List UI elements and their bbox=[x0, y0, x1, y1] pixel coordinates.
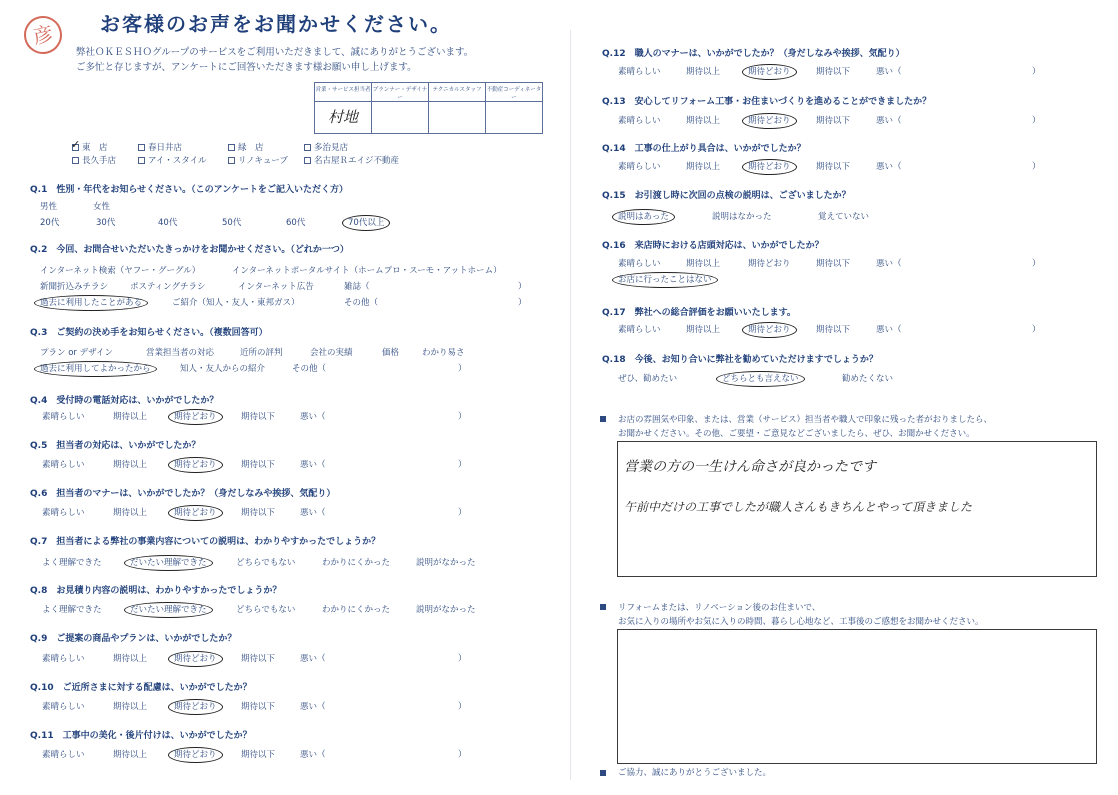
option-selected[interactable]: 過去に利用したことがある bbox=[40, 296, 142, 308]
option[interactable]: 期待以上 bbox=[686, 67, 721, 77]
intro-line-2: ご多忙と存じますが、アンケートにご回答いただきます様お願い申し上げます。 bbox=[76, 62, 417, 73]
option[interactable]: 素晴らしい bbox=[618, 67, 661, 77]
checkbox-checked[interactable] bbox=[72, 144, 79, 151]
option[interactable]: わかり易さ bbox=[422, 348, 465, 358]
option[interactable]: 会社の実績 bbox=[310, 348, 353, 358]
store-option[interactable]: 多治見店 bbox=[304, 141, 348, 153]
option[interactable]: 期待以上 bbox=[686, 116, 721, 126]
question-q9: Q.9 ご提案の商品やプランは、いかがでしたか？ bbox=[30, 634, 237, 644]
option[interactable]: 期待以下 bbox=[816, 116, 851, 126]
option[interactable]: 期待以下 bbox=[241, 654, 276, 664]
question-q13: Q.13 安心してリフォーム工事・お住まいづくりを進めることができましたか？ bbox=[602, 97, 932, 107]
option[interactable]: 期待以上 bbox=[113, 654, 148, 664]
option[interactable]: 悪い（ bbox=[876, 259, 902, 269]
staff-col-planner: プランナー・デザイナー bbox=[372, 83, 429, 102]
option[interactable]: インターネット広告 bbox=[238, 282, 314, 292]
option[interactable]: 近所の評判 bbox=[240, 348, 283, 358]
comment2-label-1: リフォームまたは、リノベーション後のお住まいで、 bbox=[618, 603, 821, 613]
page-title: お客様のお声をお聞かせください。 bbox=[100, 12, 452, 36]
footer-thanks: ご協力、誠にありがとうございました。 bbox=[618, 768, 772, 778]
staff-col-sales: 営業・サービス担当者 bbox=[315, 83, 372, 102]
staff-signature[interactable]: 村地 bbox=[315, 102, 372, 134]
section-marker bbox=[600, 603, 606, 613]
option[interactable]: 素晴らしい bbox=[618, 116, 661, 126]
option[interactable]: 勧めたくない bbox=[842, 374, 894, 384]
paren-close: ） bbox=[458, 364, 467, 374]
option-selected[interactable]: 期待どおり bbox=[748, 160, 791, 172]
comment1-line-1: 営業の方の一生けん命さが良かったです bbox=[624, 459, 876, 475]
paren-close: ） bbox=[458, 412, 467, 422]
option[interactable]: 期待以下 bbox=[816, 67, 851, 77]
option[interactable]: 期待以下 bbox=[241, 412, 276, 422]
checkbox[interactable] bbox=[72, 157, 79, 164]
option[interactable]: 悪い（ bbox=[876, 325, 902, 335]
staff-col-tech: テクニカルスタッフ bbox=[429, 83, 486, 102]
paren-close: ） bbox=[458, 654, 467, 664]
option-selected[interactable]: 期待どおり bbox=[748, 114, 791, 126]
store-option[interactable]: 緑 店 bbox=[228, 141, 264, 153]
option-selected[interactable]: 期待どおり bbox=[748, 323, 791, 335]
option[interactable]: 素晴らしい bbox=[42, 654, 85, 664]
option-selected[interactable]: お店に行ったことはない bbox=[618, 273, 712, 285]
option-selected[interactable]: 期待どおり bbox=[174, 748, 217, 760]
staff-cell-empty[interactable] bbox=[486, 102, 543, 134]
option[interactable]: 期待どおり bbox=[748, 259, 791, 269]
option-selected[interactable]: 期待どおり bbox=[174, 410, 217, 422]
staff-cell-empty[interactable] bbox=[372, 102, 429, 134]
option[interactable]: 悪い（ bbox=[300, 750, 326, 760]
option[interactable]: 素晴らしい bbox=[42, 702, 85, 712]
square-bullet-icon bbox=[600, 604, 606, 610]
option-age[interactable]: 60代 bbox=[286, 218, 306, 228]
question-q12: Q.12 職人のマナーは、いかがでしたか？（身だしなみや挨拶、気配り） bbox=[602, 49, 905, 59]
store-option[interactable]: ✓東 店 bbox=[72, 141, 108, 153]
option[interactable]: 素晴らしい bbox=[42, 412, 85, 422]
paren-close: ） bbox=[458, 460, 467, 470]
paren-close: ） bbox=[458, 750, 467, 760]
option[interactable]: 期待以下 bbox=[241, 460, 276, 470]
option[interactable]: よく理解できた bbox=[42, 605, 102, 615]
question-q11: Q.11 工事中の美化・後片付けは、いかがでしたか？ bbox=[30, 731, 252, 741]
paren-close: ） bbox=[518, 298, 527, 308]
comment2-textarea[interactable] bbox=[617, 629, 1097, 764]
paren-close: ） bbox=[458, 508, 467, 518]
question-q7: Q.7 担当者による弊社の事業内容についての説明は、わかりやすかったでしょうか？ bbox=[30, 537, 381, 547]
option[interactable]: 期待以下 bbox=[816, 259, 851, 269]
question-q2: Q.2 今回、お問合せいただいたきっかけをお聞かせください。（どれか一つ） bbox=[30, 245, 349, 255]
option[interactable]: 期待以下 bbox=[241, 508, 276, 518]
paren-close: ） bbox=[518, 282, 527, 292]
option-selected[interactable]: 期待どおり bbox=[174, 506, 217, 518]
question-q3: Q.3 ご契約の決め手をお知らせください。（複数回答可） bbox=[30, 328, 268, 338]
option-age[interactable]: 50代 bbox=[222, 218, 242, 228]
option[interactable]: その他（ bbox=[292, 364, 327, 374]
option[interactable]: 説明がなかった bbox=[416, 605, 476, 615]
checkbox[interactable] bbox=[138, 157, 145, 164]
comment1-label-2: お聞かせください。その他、ご要望・ご意見などございましたら、ぜひ、お聞かせください。 bbox=[618, 429, 975, 439]
question-q15: Q.15 お引渡し時に次回の点検の説明は、ございましたか？ bbox=[602, 191, 851, 201]
option[interactable]: プラン or デザイン bbox=[40, 348, 114, 358]
staff-table bbox=[314, 82, 543, 134]
store-option[interactable]: 長久手店 bbox=[72, 154, 116, 166]
option[interactable]: 説明はなかった bbox=[712, 212, 772, 222]
option[interactable]: 期待以下 bbox=[241, 702, 276, 712]
option[interactable]: 期待以上 bbox=[113, 702, 148, 712]
option[interactable]: 素晴らしい bbox=[618, 162, 661, 172]
staff-col-realestate: 不動産コーディネーター bbox=[486, 83, 543, 102]
comment1-line-2: 午前中だけの工事でしたが職人さんもきちんとやって頂きました bbox=[624, 500, 973, 514]
option[interactable]: 素晴らしい bbox=[618, 325, 661, 335]
square-bullet-icon bbox=[600, 770, 606, 776]
square-bullet-icon bbox=[600, 416, 606, 422]
option-selected[interactable]: 過去に利用してよかったから bbox=[40, 362, 151, 374]
question-q14: Q.14 工事の仕上がり具合は、いかがでしたか？ bbox=[602, 144, 806, 154]
option[interactable]: ぜひ、勧めたい bbox=[618, 374, 678, 384]
option[interactable]: 価格 bbox=[382, 348, 400, 358]
option[interactable]: 期待以上 bbox=[686, 259, 721, 269]
option-age[interactable]: 30代 bbox=[96, 218, 116, 228]
option[interactable]: 説明がなかった bbox=[416, 558, 476, 568]
option[interactable]: 悪い（ bbox=[300, 412, 326, 422]
staff-cell-empty[interactable] bbox=[429, 102, 486, 134]
store-option[interactable]: 名古屋Ｒエイジ不動産 bbox=[304, 154, 399, 166]
option[interactable]: インターネットポータルサイト（ホームプロ・スーモ・アットホーム） bbox=[232, 266, 502, 276]
checkbox[interactable] bbox=[228, 157, 235, 164]
paren-close: ） bbox=[1032, 67, 1041, 77]
store-option[interactable]: 春日井店 bbox=[138, 141, 182, 153]
paren-close: ） bbox=[458, 702, 467, 712]
question-q5: Q.5 担当者の対応は、いかがでしたか？ bbox=[30, 441, 201, 451]
question-q16: Q.16 来店時における店頭対応は、いかがでしたか？ bbox=[602, 241, 824, 251]
option[interactable]: 期待以上 bbox=[686, 325, 721, 335]
paren-close: ） bbox=[1032, 259, 1041, 269]
option-age[interactable]: 40代 bbox=[158, 218, 178, 228]
paren-close: ） bbox=[1032, 162, 1041, 172]
option-selected[interactable]: 期待どおり bbox=[174, 700, 217, 712]
option[interactable]: 期待以上 bbox=[113, 508, 148, 518]
option-age[interactable]: 20代 bbox=[40, 218, 60, 228]
option[interactable]: 悪い（ bbox=[300, 654, 326, 664]
option[interactable]: 覚えていない bbox=[818, 212, 870, 222]
option-selected[interactable]: 期待どおり bbox=[174, 652, 217, 664]
option[interactable]: 期待以上 bbox=[113, 460, 148, 470]
question-q1: Q.1 性別・年代をお知らせください。（このアンケートをご記入いただく方） bbox=[30, 185, 349, 195]
section-marker bbox=[600, 415, 606, 425]
option[interactable]: 期待以下 bbox=[816, 162, 851, 172]
store-option[interactable]: アイ・スタイル bbox=[138, 154, 207, 166]
option[interactable]: どちらでもない bbox=[236, 605, 296, 615]
question-q18: Q.18 今後、お知り合いに弊社を勧めていただけますでしょうか？ bbox=[602, 355, 878, 365]
option[interactable]: わかりにくかった bbox=[322, 605, 391, 615]
option[interactable]: どちらでもない bbox=[236, 558, 296, 568]
store-option[interactable]: リノキューブ bbox=[228, 154, 288, 166]
option[interactable]: 営業担当者の対応 bbox=[146, 348, 215, 358]
option[interactable]: 期待以上 bbox=[113, 412, 148, 422]
option-selected[interactable]: 説明はあった bbox=[618, 210, 669, 222]
question-q10: Q.10 ご近所さまに対する配慮は、いかがでしたか？ bbox=[30, 683, 252, 693]
paren-close: ） bbox=[1032, 116, 1041, 126]
option[interactable]: 悪い（ bbox=[300, 702, 326, 712]
question-q6: Q.6 担当者のマナーは、いかがでしたか？（身だしなみや挨拶、気配り） bbox=[30, 489, 336, 499]
option[interactable]: 悪い（ bbox=[876, 162, 902, 172]
option[interactable]: ポスティングチラシ bbox=[130, 282, 206, 292]
question-q8: Q.8 お見積り内容の説明は、わかりやすかったでしょうか？ bbox=[30, 586, 282, 596]
option[interactable]: 悪い（ bbox=[876, 67, 902, 77]
option[interactable]: わかりにくかった bbox=[322, 558, 391, 568]
option[interactable]: 悪い（ bbox=[300, 508, 326, 518]
checkbox[interactable] bbox=[304, 144, 311, 151]
intro-line-1: 弊社ＯＫＥＳＨＯグループのサービスをご利用いただきまして、誠にありがとうございます。 bbox=[76, 47, 474, 58]
option[interactable]: インターネット検索（ヤフー・グーグル） bbox=[40, 266, 201, 276]
page-divider bbox=[570, 30, 571, 780]
option[interactable]: 期待以上 bbox=[686, 162, 721, 172]
option-selected[interactable]: どちらとも言えない bbox=[722, 372, 799, 384]
option[interactable]: 知人・友人からの紹介 bbox=[180, 364, 266, 374]
comment2-label-2: お気に入りの場所やお気に入りの時間、暮らし心地など、工事後のご感想をお聞かせください。 bbox=[618, 617, 984, 627]
option[interactable]: よく理解できた bbox=[42, 558, 102, 568]
option-age-selected[interactable]: 70代以上 bbox=[348, 216, 384, 228]
option[interactable]: ご紹介（知人・友人・東邦ガス） bbox=[172, 298, 300, 308]
question-q4: Q.4 受付時の電話対応は、いかがでしたか？ bbox=[30, 396, 219, 406]
option[interactable]: 期待以上 bbox=[113, 750, 148, 760]
option-selected[interactable]: だいたい理解できた bbox=[130, 556, 207, 568]
section-marker bbox=[600, 769, 606, 779]
comment1-label-1: お店の雰囲気や印象、または、営業（サービス）担当者や職人で印象に残った者がおりましたら、 bbox=[618, 415, 993, 425]
comment1-textarea[interactable] bbox=[617, 441, 1097, 577]
option[interactable]: 悪い（ bbox=[876, 116, 902, 126]
option[interactable]: その他（ bbox=[344, 298, 379, 308]
option-selected[interactable]: 期待どおり bbox=[174, 458, 217, 470]
checkbox[interactable] bbox=[138, 144, 145, 151]
option[interactable]: 期待以下 bbox=[241, 750, 276, 760]
option[interactable]: 悪い（ bbox=[300, 460, 326, 470]
checkbox[interactable] bbox=[304, 157, 311, 164]
seal-stamp: 彦 bbox=[20, 12, 65, 57]
option-selected[interactable]: 期待どおり bbox=[748, 65, 791, 77]
option-male[interactable]: 男性 bbox=[40, 202, 58, 212]
paren-close: ） bbox=[1032, 325, 1041, 335]
option[interactable]: 期待以下 bbox=[816, 325, 851, 335]
option[interactable]: 素晴らしい bbox=[42, 750, 85, 760]
option-female[interactable]: 女性 bbox=[93, 202, 111, 212]
option[interactable]: 新聞折込みチラシ bbox=[40, 282, 109, 292]
checkbox[interactable] bbox=[228, 144, 235, 151]
option[interactable]: 雑誌（ bbox=[344, 282, 370, 292]
option[interactable]: 素晴らしい bbox=[42, 460, 85, 470]
option[interactable]: 素晴らしい bbox=[618, 259, 661, 269]
option[interactable]: 素晴らしい bbox=[42, 508, 85, 518]
question-q17: Q.17 弊社への総合評価をお願いいたします。 bbox=[602, 308, 796, 318]
option-selected[interactable]: だいたい理解できた bbox=[130, 603, 207, 615]
